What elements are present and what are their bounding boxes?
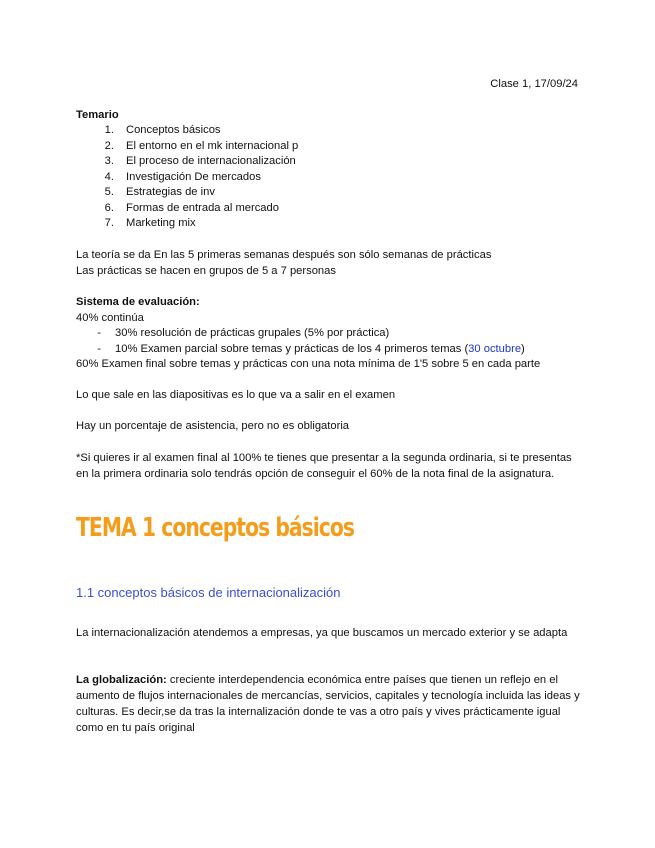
list-number: 1. [104, 124, 114, 136]
note-final-exam: *Si quieres ir al examen final al 100% te tienes que presentar a la segunda ordinaria, si te presentas en la primera ordinaria solo tendrás opción de conseguir el 60% de la nota final de la asignatura. [76, 452, 572, 480]
intro-line: La teoría se da En las 5 primeras semanas después son sólo semanas de prácticas [76, 249, 492, 261]
evaluation-continua: 40% continúa [76, 312, 144, 324]
list-text: El entorno en el mk internacional p [126, 139, 299, 152]
list-text: El proceso de internacionalización [126, 155, 296, 167]
temario-list [76, 123, 298, 232]
bullet-text: 30% resolución de prácticas grupales (5% por práctica) [115, 327, 390, 339]
bullet-dash: - [97, 327, 101, 339]
exam-date-link[interactable]: 30 octubre [468, 343, 522, 355]
list-text: Conceptos básicos [126, 124, 221, 136]
list-number: 2. [104, 139, 114, 152]
evaluation-bullet [76, 342, 525, 358]
evaluation-bullet [76, 326, 389, 342]
temario-heading: Temario [76, 109, 119, 121]
list-text: Investigación De mercados [126, 170, 261, 183]
list-text: Marketing mix [126, 217, 196, 229]
class-date: Clase 1, 17/09/24 [490, 78, 578, 90]
bullet-text-end: ) [521, 343, 525, 355]
internacionalizacion-paragraph: La internacionalización atendemos a empresas, ya que buscamos un mercado exterior y se adapta [76, 627, 568, 639]
bullet-text: 10% Examen parcial sobre temas y prácticas de los 4 primeros temas ( [115, 343, 469, 355]
list-item [76, 123, 298, 139]
note-slides: Lo que sale en las diapositivas es lo que va a salir en el examen [76, 389, 396, 401]
list-number: 5. [104, 186, 114, 198]
tema-title: TEMA 1 conceptos básicos [76, 513, 355, 543]
list-number: 3. [104, 155, 114, 167]
globalizacion-paragraph [76, 672, 581, 736]
list-item [76, 154, 298, 170]
evaluation-heading: Sistema de evaluación: [76, 296, 200, 308]
globalizacion-text: creciente interdependencia económica entre países que tienen un reflejo en el aumento de flujos internacionales de mercancías, servicios, capitales y tecnología incluida las ideas y culturas. Es decir,se da tras la internalización donde te vas a otro país y vives prácticamente igual como en tu país original [76, 674, 580, 734]
globalizacion-term: La globalización: [76, 674, 167, 686]
list-number: 4. [104, 170, 114, 183]
list-item [76, 201, 298, 217]
list-item [76, 170, 298, 186]
list-number: 6. [104, 201, 114, 214]
list-number: 7. [104, 217, 114, 229]
note-attendance: Hay un porcentaje de asistencia, pero no es obligatoria [76, 420, 350, 432]
bullet-dash: - [97, 343, 101, 355]
list-item [76, 139, 298, 155]
list-text: Formas de entrada al mercado [126, 201, 279, 214]
section-subtitle: 1.1 conceptos básicos de internacionalización [76, 585, 341, 600]
list-item [76, 216, 298, 232]
list-item [76, 185, 298, 201]
intro-line: Las prácticas se hacen en grupos de 5 a 7 personas [76, 265, 336, 277]
evaluation-final: 60% Examen final sobre temas y prácticas con una nota mínima de 1'5 sobre 5 en cada parte [76, 358, 541, 370]
list-text: Estrategias de inv [126, 186, 215, 198]
